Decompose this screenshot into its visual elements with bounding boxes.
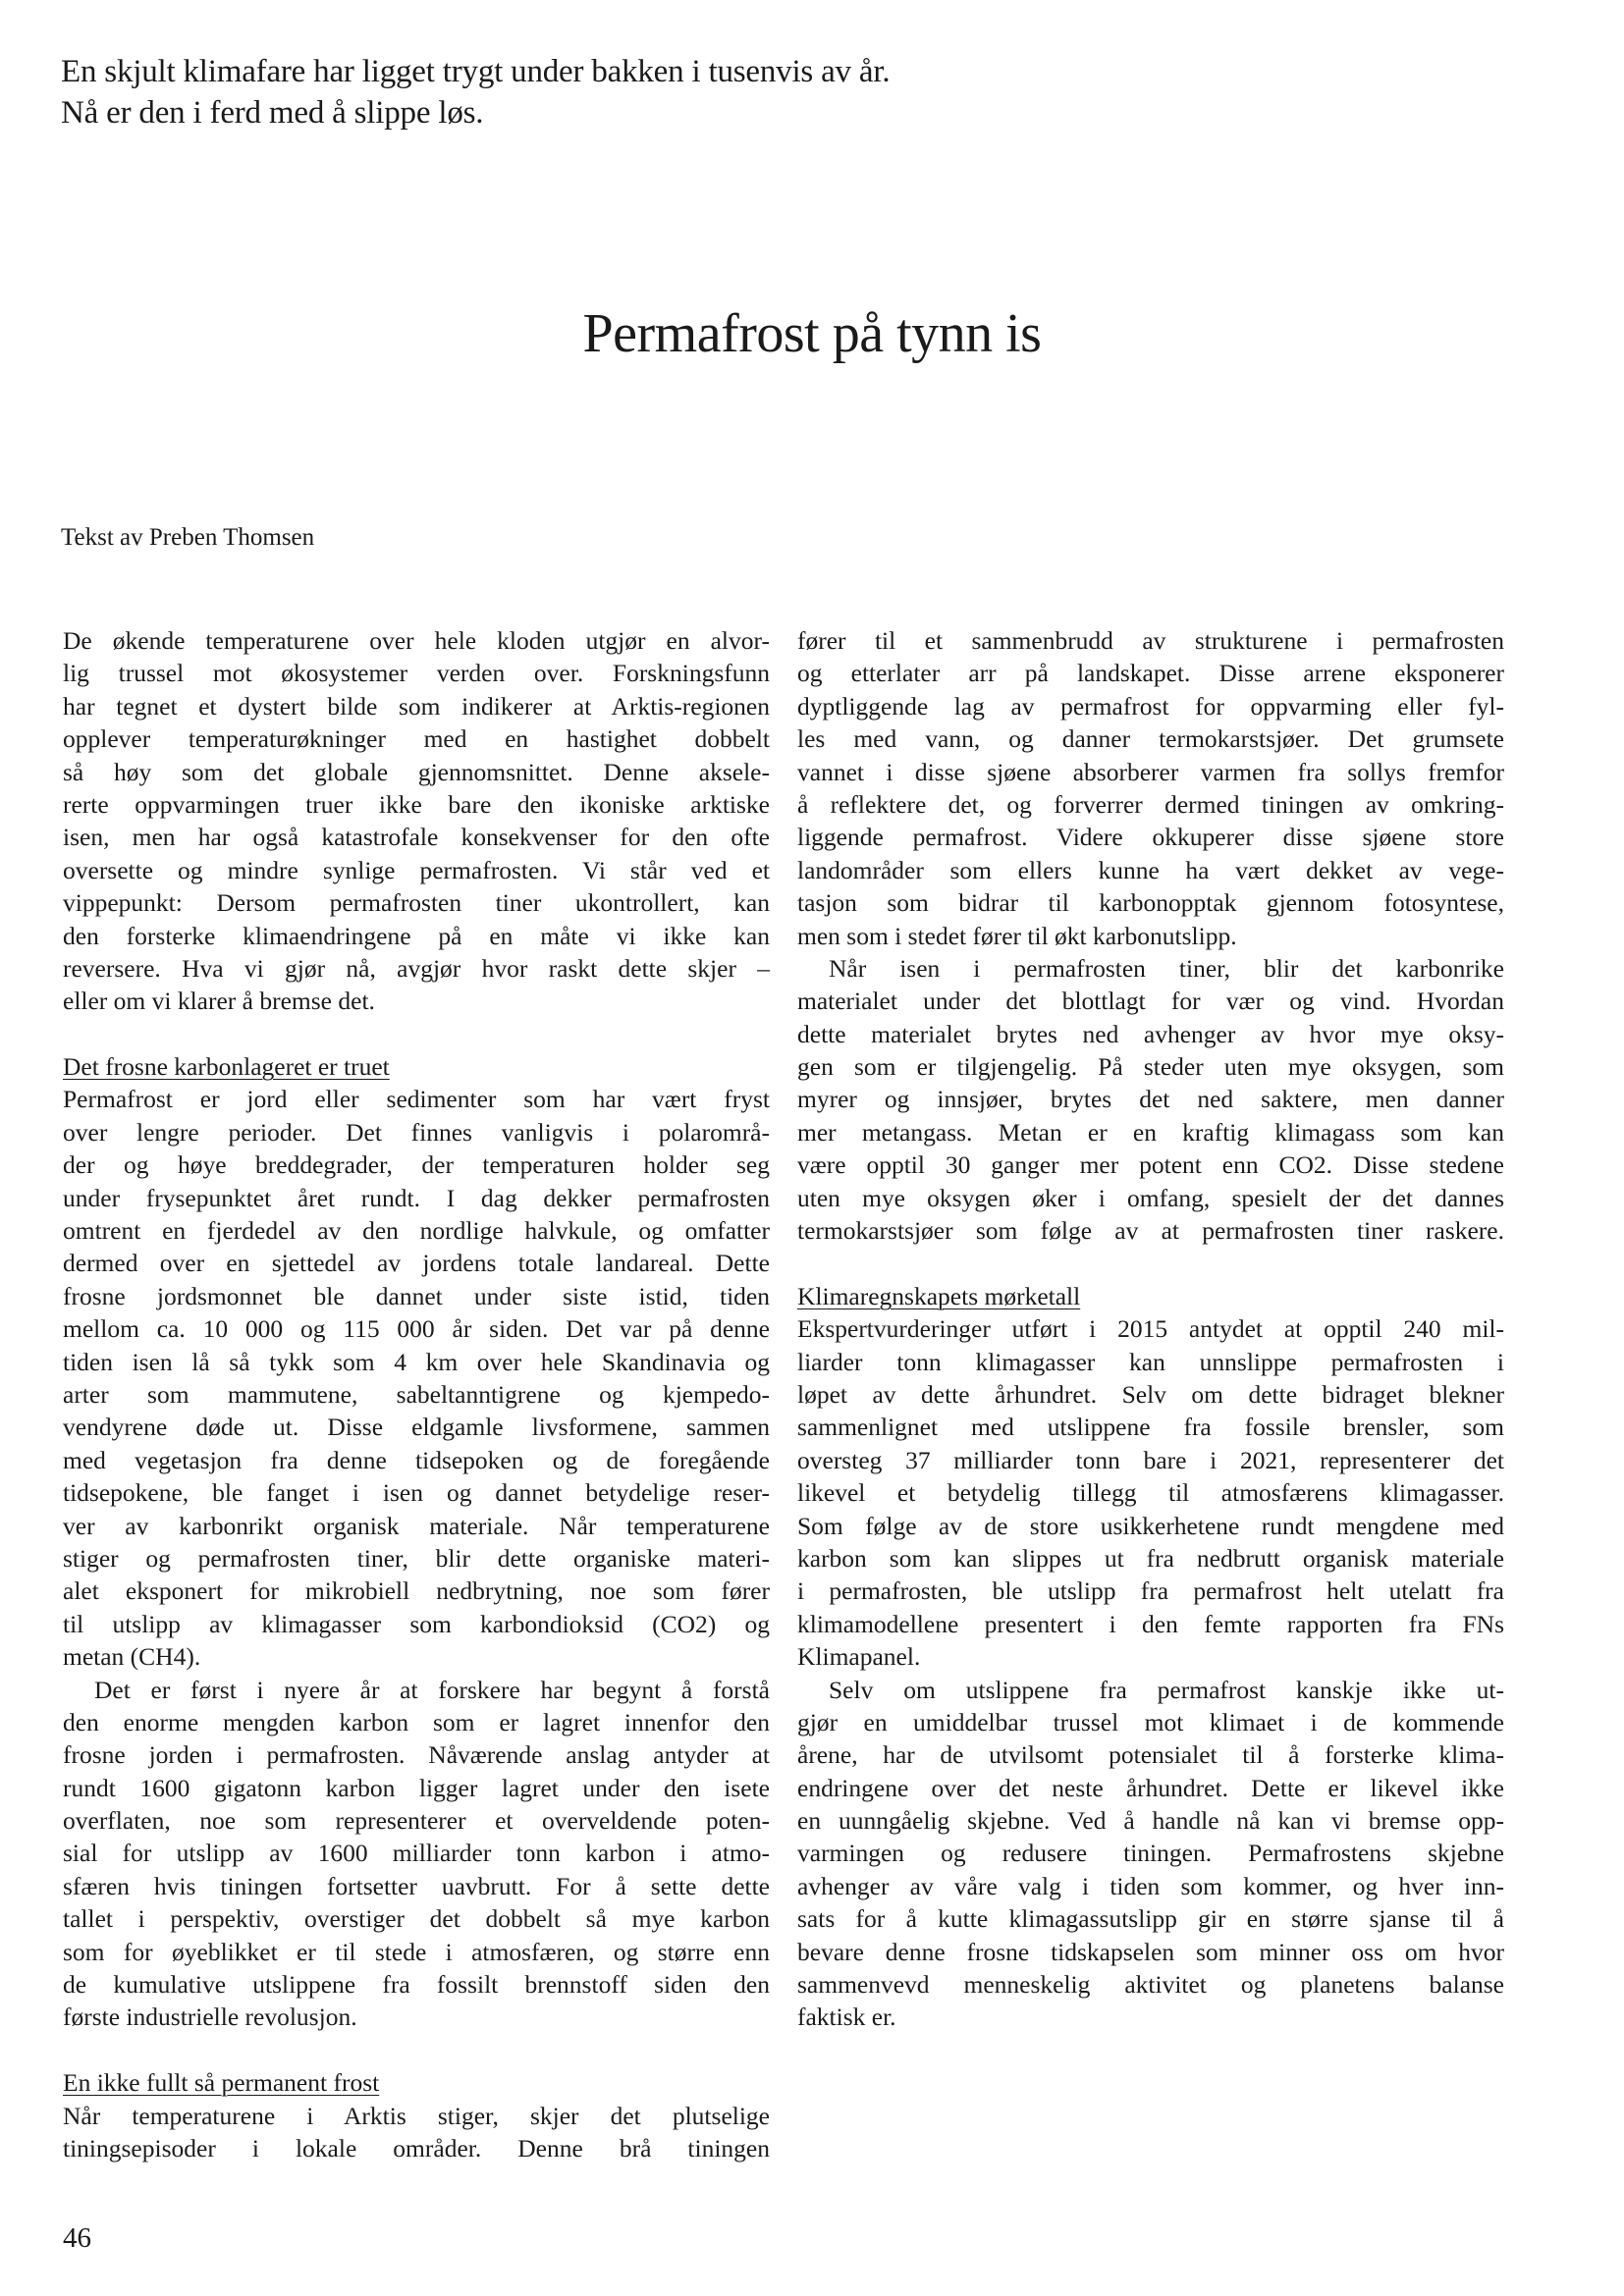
- text-line: mer metangass. Metan er en kraftig klimagass som kan: [797, 1117, 1504, 1147]
- page-number: 46: [63, 2222, 91, 2254]
- text-line: varmingen og redusere tiningen. Permafrostens skjebne: [797, 1839, 1504, 1868]
- text-line: karbon som kan slippes ut fra nedbrutt organisk materiale: [797, 1543, 1504, 1573]
- text-line: De økende temperaturene over hele kloden utgjør en alvor-: [63, 626, 770, 655]
- text-line: dyptliggende lag av permafrost for oppvarming eller fyl-: [797, 691, 1504, 721]
- text-line: sats for å kutte klimagassutslipp gir en større sjanse til å: [797, 1904, 1504, 1934]
- text-line: mellom ca. 10 000 og 115 000 år siden. Det var på denne: [63, 1314, 770, 1344]
- text-line: bevare denne frosne tidskapselen som minner oss om hvor: [797, 1937, 1504, 1966]
- text-line: oversteg 37 milliarder tonn bare i 2021, representerer det: [797, 1445, 1504, 1474]
- text-line: eller om vi klarer å bremse det.: [63, 987, 375, 1016]
- paragraph-gap: [63, 1018, 770, 1050]
- text-line: sammenvevd menneskelig aktivitet og planetens balanse: [797, 1970, 1504, 2000]
- text-line: arter som mammutene, sabeltanntigrene og kjempedo-: [63, 1379, 770, 1409]
- text-line: faktisk er.: [797, 2002, 896, 2032]
- byline: Tekst av Preben Thomsen: [61, 524, 315, 551]
- text-line: avhenger av våre valg i tiden som kommer, og hver inn-: [797, 1871, 1504, 1900]
- article-title: Permafrost på tynn is: [582, 303, 1042, 364]
- text-line: rundt 1600 gigatonn karbon ligger lagret under den isete: [63, 1773, 770, 1802]
- text-line: Når temperaturene i Arktis stiger, skjer det plutselige: [63, 2101, 770, 2130]
- text-line: klimamodellene presentert i den femte rapporten fra FNs: [797, 1609, 1504, 1638]
- text-line: rerte oppvarmingen truer ikke bare den ikoniske arktiske: [63, 789, 770, 819]
- text-line: lig trussel mot økosystemer verden over. Forskningsfunn: [63, 659, 770, 688]
- text-line: endringene over det neste århundret. Dette er likevel ikke: [797, 1773, 1504, 1802]
- section-heading: Klimaregnskapets mørketall: [797, 1281, 1081, 1310]
- text-line: til utslipp av klimagasser som karbondioksid (CO2) og: [63, 1609, 770, 1638]
- text-line: være opptil 30 ganger mer potent enn CO2. Disse stedene: [797, 1150, 1504, 1180]
- text-line: ver av karbonrikt organisk materiale. Når temperaturene: [63, 1511, 770, 1540]
- text-line: alet eksponert for mikrobiell nedbrytning, noe som fører: [63, 1576, 770, 1606]
- paragraph-first-line: Selv om utslippene fra permafrost kanskje ikke ut-: [829, 1675, 1504, 1704]
- section-heading: Det frosne karbonlageret er truet: [63, 1052, 390, 1082]
- text-line: som for øyeblikket er til stede i atmosfæren, og større enn: [63, 1937, 770, 1966]
- text-line: likevel et betydelig tillegg til atmosfærens klimagasser.: [797, 1478, 1504, 1508]
- text-line: tidsepokene, ble fanget i isen og dannet betydelige reser-: [63, 1478, 770, 1508]
- text-line: løpet av dette århundret. Selv om dette bidraget blekner: [797, 1379, 1504, 1409]
- text-line: vippepunkt: Dersom permafrosten tiner ukontrollert, kan: [63, 888, 770, 918]
- text-line: de kumulative utslippene fra fossilt brennstoff siden den: [63, 1970, 770, 2000]
- left-column: [63, 624, 770, 2164]
- text-line: årene, har de utvilsomt potensialet til å forsterke klima-: [797, 1740, 1504, 1770]
- text-line: der og høye breddegrader, der temperaturen holder seg: [63, 1150, 770, 1180]
- text-line: første industrielle revolusjon.: [63, 2002, 357, 2032]
- section-heading: En ikke fullt så permanent frost: [63, 2068, 380, 2098]
- text-line: en uunngåelig skjebne. Ved å handle nå kan vi bremse opp-: [797, 1806, 1504, 1836]
- text-line: liggende permafrost. Videre okkuperer disse sjøene store: [797, 823, 1504, 852]
- text-line: tasjon som bidrar til karbonopptak gjennom fotosyntese,: [797, 888, 1504, 918]
- text-line: men som i stedet fører til økt karbonutslipp.: [797, 921, 1237, 950]
- text-line: gjør en umiddelbar trussel mot klimaet i de kommende: [797, 1707, 1504, 1736]
- text-line: den forsterke klimaendringene på en måte vi ikke kan: [63, 921, 770, 950]
- lede-line: Nå er den i ferd med å slippe løs.: [61, 95, 484, 131]
- text-line: overflaten, noe som representerer et overveldende poten-: [63, 1806, 770, 1836]
- text-line: Klimapanel.: [797, 1642, 921, 1672]
- text-line: tallet i perspektiv, overstiger det dobbelt så mye karbon: [63, 1904, 770, 1934]
- text-line: omtrent en fjerdedel av den nordlige halvkule, og omfatter: [63, 1216, 770, 1246]
- text-line: sfæren hvis tiningen fortsetter uavbrutt. For å sette dette: [63, 1871, 770, 1900]
- text-line: myrer og innsjøer, brytes det ned saktere, men danner: [797, 1085, 1504, 1114]
- lede: [61, 51, 1239, 133]
- text-line: tiningsepisoder i lokale områder. Denne brå tiningen: [63, 2133, 770, 2163]
- text-line: materialet under det blottlagt for vær og vind. Hvordan: [797, 987, 1504, 1016]
- text-line: under frysepunktet året rundt. I dag dekker permafrosten: [63, 1183, 770, 1212]
- text-line: opplever temperaturøkninger med en hastighet dobbelt: [63, 724, 770, 754]
- text-line: med vegetasjon fra denne tidsepoken og de foregående: [63, 1445, 770, 1474]
- text-line: Ekspertvurderinger utført i 2015 antydet at opptil 240 mil-: [797, 1314, 1504, 1344]
- lede-line: En skjult klimafare har ligget trygt under bakken i tusenvis av år.: [61, 54, 891, 89]
- paragraph-first-line: Når isen i permafrosten tiner, blir det karbonrike: [829, 953, 1504, 983]
- text-line: over lengre perioder. Det finnes vanligvis i polarområ-: [63, 1117, 770, 1147]
- text-line: sial for utslipp av 1600 milliarder tonn karbon i atmo-: [63, 1839, 770, 1868]
- paragraph-first-line: Det er først i nyere år at forskere har begynt å forstå: [94, 1675, 770, 1704]
- text-line: Som følge av de store usikkerhetene rundt mengdene med: [797, 1511, 1504, 1540]
- text-line: tiden isen lå så tykk som 4 km over hele Skandinavia og: [63, 1347, 770, 1376]
- text-line: uten mye oksygen øker i omfang, spesielt der det dannes: [797, 1183, 1504, 1212]
- text-line: oversette og mindre synlige permafrosten. Vi står ved et: [63, 855, 770, 884]
- text-line: i permafrosten, ble utslipp fra permafrost helt utelatt fra: [797, 1576, 1504, 1606]
- text-line: reversere. Hva vi gjør nå, avgjør hvor raskt dette skjer –: [63, 953, 770, 983]
- text-line: den enorme mengden karbon som er lagret innenfor den: [63, 1707, 770, 1736]
- text-line: gen som er tilgjengelig. På steder uten mye oksygen, som: [797, 1052, 1504, 1082]
- text-line: frosne jordsmonnet ble dannet under siste istid, tiden: [63, 1281, 770, 1310]
- text-line: har tegnet et dystert bilde som indikerer at Arktis-regionen: [63, 691, 770, 721]
- text-line: vendyrene døde ut. Disse eldgamle livsformene, sammen: [63, 1413, 770, 1442]
- text-line: dermed over en sjettedel av jordens totale landareal. Dette: [63, 1249, 770, 1278]
- text-line: metan (CH4).: [63, 1642, 201, 1672]
- text-line: fører til et sammenbrudd av strukturene i permafrosten: [797, 626, 1504, 655]
- text-line: isen, men har også katastrofale konsekvenser for den ofte: [63, 823, 770, 852]
- text-line: så høy som det globale gjennomsnittet. Denne aksele-: [63, 757, 770, 786]
- text-line: termokarstsjøer som følge av at permafrosten tiner raskere.: [797, 1216, 1504, 1246]
- text-line: stiger og permafrosten tiner, blir dette organiske materi-: [63, 1543, 770, 1573]
- paragraph-gap: [797, 1247, 1504, 1279]
- text-line: Permafrost er jord eller sedimenter som har vært fryst: [63, 1085, 770, 1114]
- text-line: vannet i disse sjøene absorberer varmen fra sollys fremfor: [797, 757, 1504, 786]
- text-line: og etterlater arr på landskapet. Disse arrene eksponerer: [797, 659, 1504, 688]
- text-line: dette materialet brytes ned avhenger av hvor mye oksy-: [797, 1019, 1504, 1048]
- text-line: landområder som ellers kunne ha vært dekket av vege-: [797, 855, 1504, 884]
- text-line: sammenlignet med utslippene fra fossile brensler, som: [797, 1413, 1504, 1442]
- text-line: frosne jorden i permafrosten. Nåværende anslag antyder at: [63, 1740, 770, 1770]
- paragraph-gap: [63, 2034, 770, 2066]
- text-line: les med vann, og danner termokarstsjøer. Det grumsete: [797, 724, 1504, 754]
- right-column: [797, 624, 1504, 2034]
- text-line: å reflektere det, og forverrer dermed tiningen av omkring-: [797, 789, 1504, 819]
- text-line: liarder tonn klimagasser kan unnslippe permafrosten i: [797, 1347, 1504, 1376]
